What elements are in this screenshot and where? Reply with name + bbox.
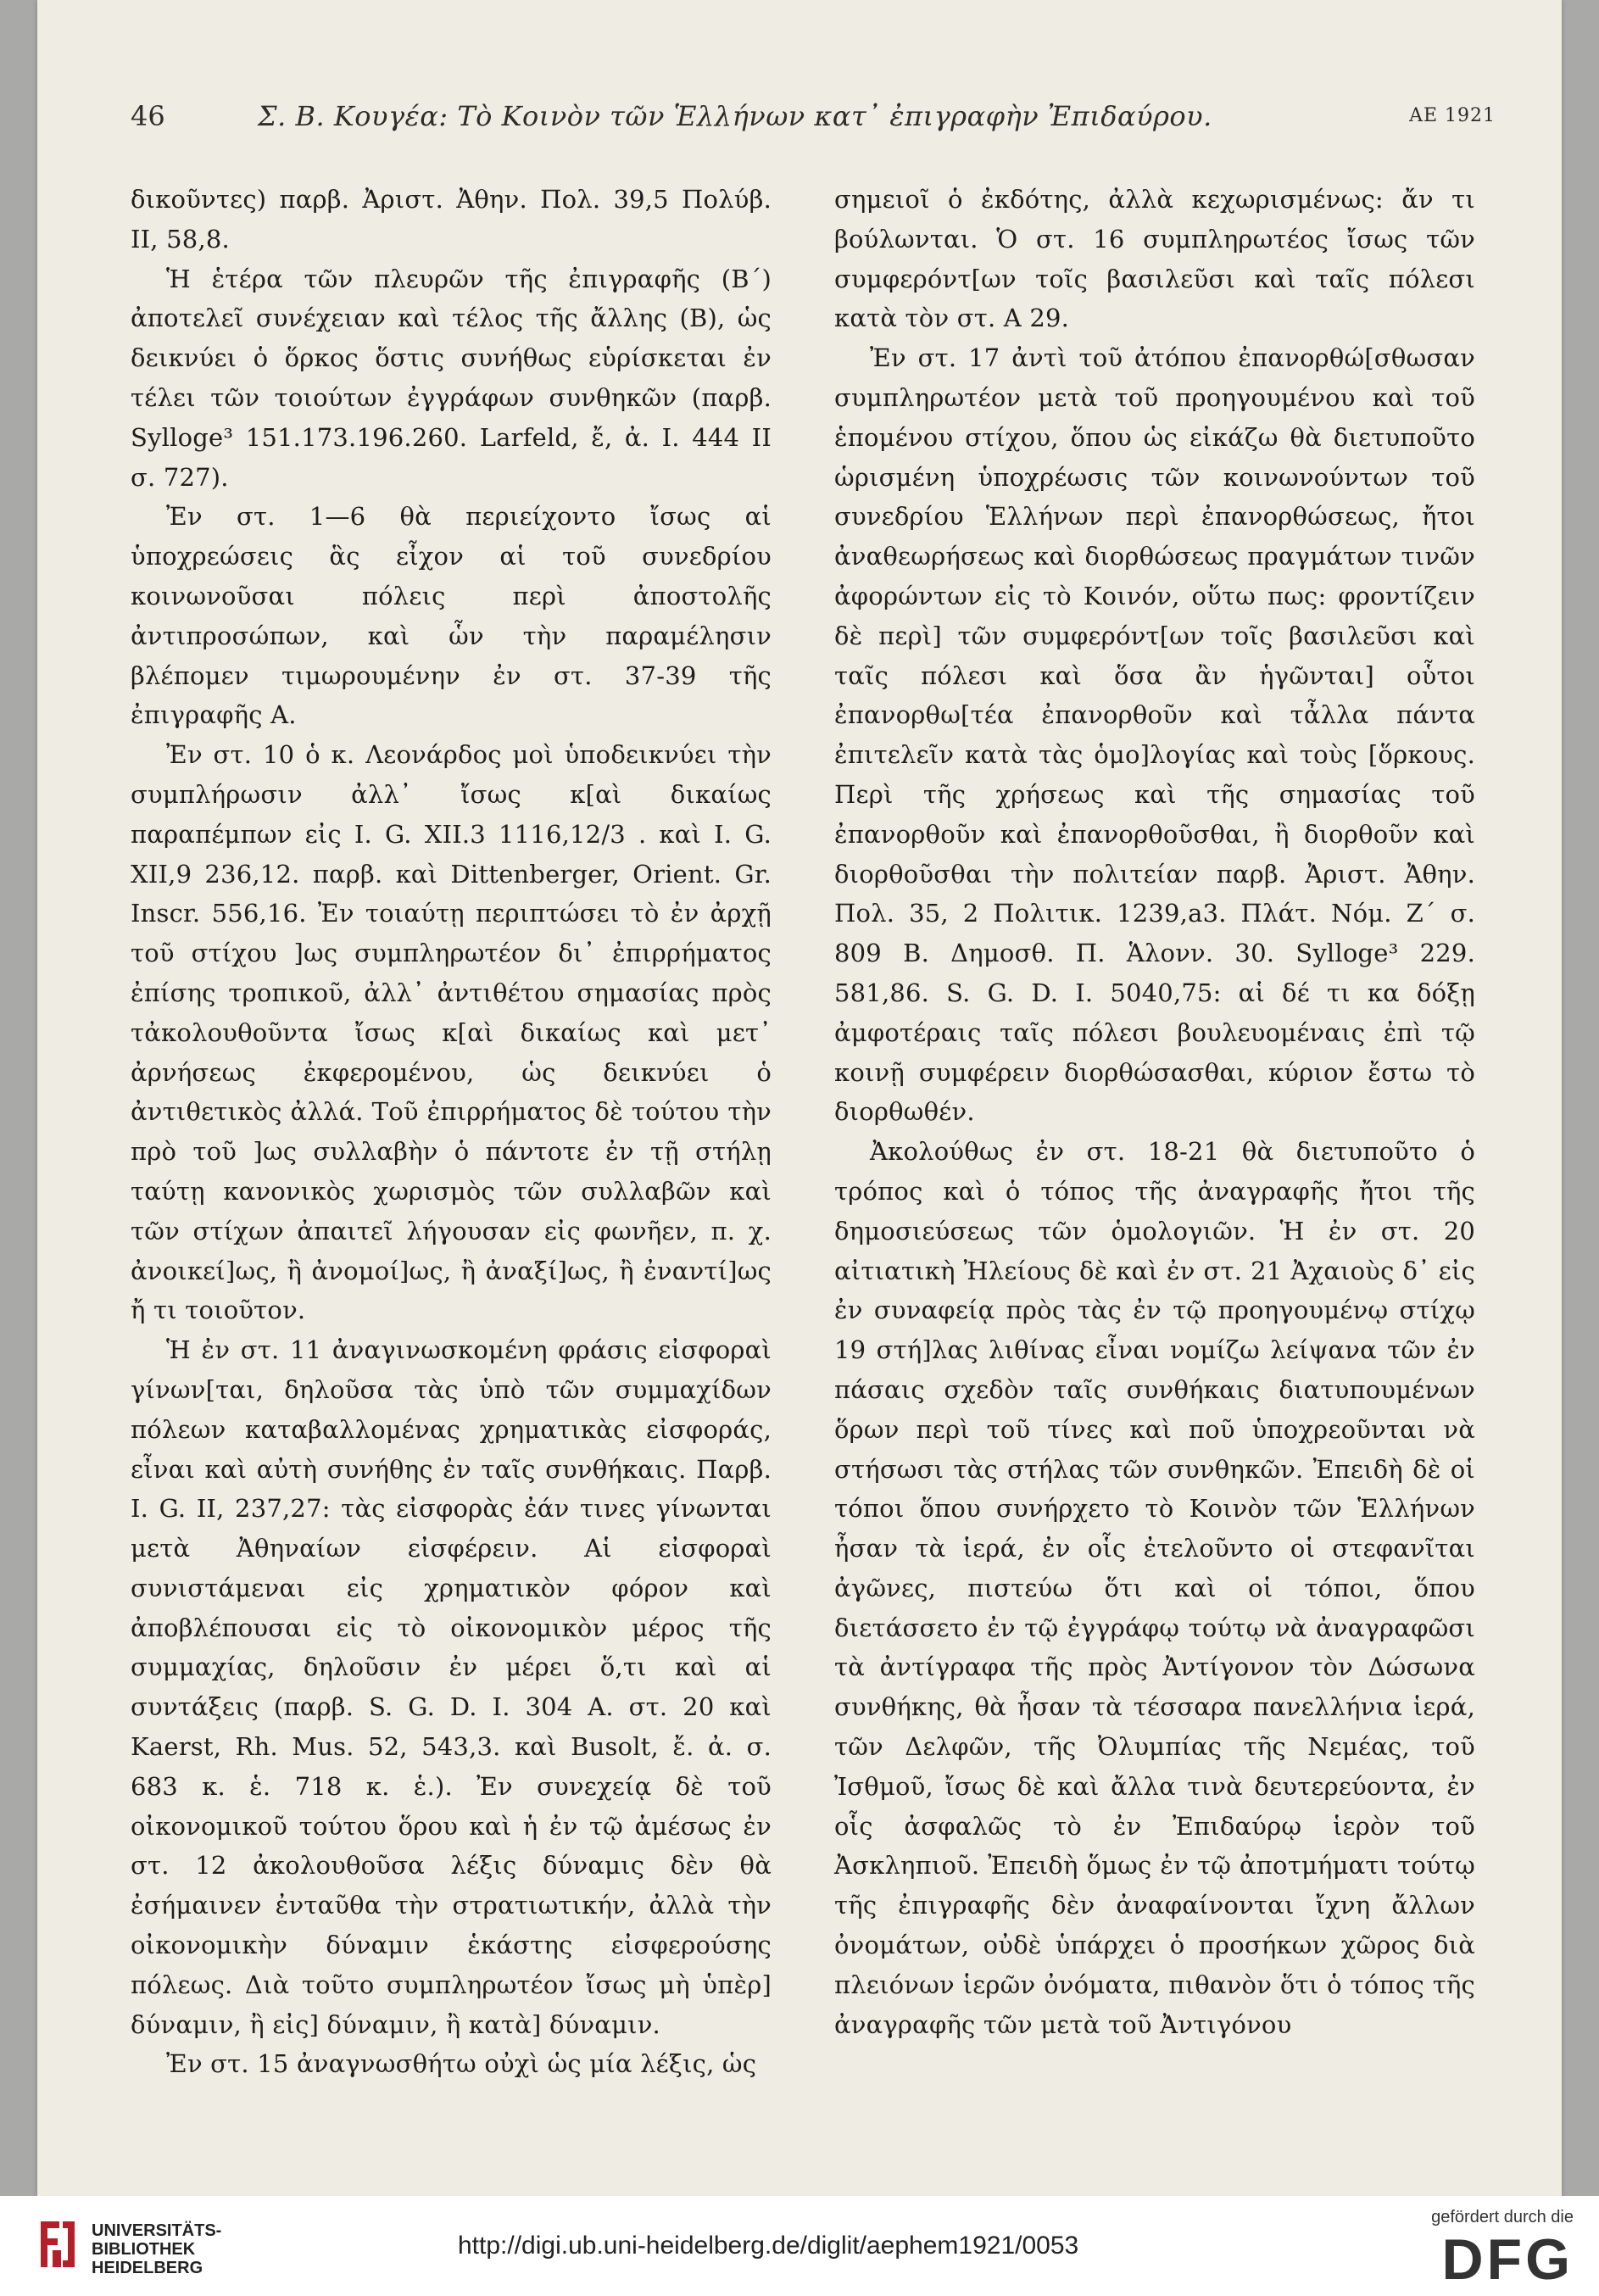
institution-name xyxy=(92,2221,221,2277)
dfg-logo: DFG xyxy=(1441,2227,1574,2292)
paragraph: Ἐν στ. 1—6 θὰ περιείχοντο ἴσως αἱ ὑποχρεώσεις ἃς εἶχον αἱ τοῦ συνεδρίου κοινωνοῦσαι πόλεις περὶ ἀποστολῆς ἀντιπροσώπων, καὶ ὧν τὴν παραμέλησιν βλέπομεν τιμωρουμένην ἐν στ. 37-39 τῆς ἐπιγραφῆς Α. xyxy=(131,502,772,730)
university-library-logo-icon xyxy=(34,2216,81,2272)
institution-line: UNIVERSITÄTS- xyxy=(92,2221,222,2240)
paragraph: Ἐν στ. 15 ἀναγνωσθήτω οὐχὶ ὡς μία λέξις, ὡς xyxy=(166,2049,757,2079)
digitization-footer xyxy=(0,2196,1599,2296)
right-column xyxy=(834,180,1475,2044)
running-header xyxy=(131,100,1496,146)
left-column xyxy=(131,180,772,2084)
paragraph: Ἀκολούθως ἐν στ. 18-21 θὰ διετυποῦτο ὁ τρόπος καὶ ὁ τόπος τῆς ἀναγραφῆς ἤτοι τῆς δημοσιεύσεως τῶν ὁμολογιῶν. Ἡ ἐν στ. 20 αἰτιατικὴ Ἠλείους δὲ καὶ ἐν στ. 21 Ἀχαιοὺς δ᾽ εἰς ἐν συναφείᾳ πρὸς τὰς ἐν τῷ προηγουμένῳ στίχῳ 19 στή]λας λιθίνας εἶναι νομίζω λείψανα τῶν ἐν πάσαις σχεδὸν ταῖς συνθήκαις διατυπουμένων ὅρων περὶ τοῦ τίνες καὶ ποῦ ὑποχρεοῦνται νὰ στήσωσι τὰς στήλας τῶν συνθηκῶν. Ἐπειδὴ δὲ οἱ τόποι ὅπου συνήρχετο τὸ Κοινὸν τῶν Ἑλλήνων ἦσαν τὰ ἱερά, ἐν οἷς ἐτελοῦντο οἱ στεφανῖται ἀγῶνες, πιστεύω ὅτι καὶ οἱ τόποι, ὅπου διετάσσετο ἐν τῷ ἐγγράφῳ τούτῳ νὰ ἀναγραφῶσι τὰ ἀντίγραφα τῆς πρὸς Ἀντίγονον τὸν Δώσωνα συνθήκης, θὰ ἦσαν τὰ τέσσαρα πανελλήνια ἱερά, τῶν Δελφῶν, τῆς Ὀλυμπίας τῆς Νεμέας, τοῦ Ἰσθμοῦ, ἴσως δὲ καὶ ἄλλα τινὰ δευτερεύοντα, ἐν οἷς ἀσφαλῶς τὸ ἐν Ἐπιδαύρῳ ἱερὸν τοῦ Ἀσκληπιοῦ. Ἐπειδὴ ὅμως ἐν τῷ ἀποτμήματι τούτῳ τῆς ἐπιγραφῆς δὲν ἀναφαίνονται ἴχνη ἄλλων ὀνομάτων, οὐδὲ ὑπάρχει ὁ προσήκων χῶρος διὰ πλειόνων ἱερῶν ὀνόματα, πιθανὸν ὅτι ὁ τόπος τῆς ἀναγραφῆς τῶν μετὰ τοῦ Ἀντιγόνου xyxy=(834,1137,1475,2039)
paragraph: Ἐν στ. 17 ἀντὶ τοῦ ἀτόπου ἐπανορθώ[σθωσαν συμπληρωτέον μετὰ τοῦ προηγουμένου καὶ τοῦ ἑπομένου στίχου, ὅπου ὡς εἰκάζω θὰ διετυποῦτο ὡρισμένη ὑποχρέωσις τῶν κοινωνούντων τοῦ συνεδρίου Ἑλλήνων περὶ ἐπανορθώσεως, ἤτοι ἀναθεωρήσεως καὶ διορθώσεως πραγμάτων τινῶν ἀφορώντων εἰς τὸ Κοινόν, οὕτω πως: φροντίζειν δὲ περὶ] τῶν συμφερόντ[ων τοῖς βασιλεῦσι καὶ ταῖς πόλεσι καὶ ὅσα ἂν ἡγῶνται] οὗτοι ἐπανορθω[τέα ἐπανορθοῦν καὶ τἆλλα πάντα ἐπιτελεῖν κατὰ τὰς ὁμο]λογίας καὶ τοὺς [ὅρκους. Περὶ τῆς χρήσεως καὶ τῆς σημασίας τοῦ ἐπανορθοῦν καὶ ἐπανορθοῦσθαι, ἢ διορθοῦν καὶ διορθοῦσθαι τὴν πολιτείαν παρβ. Ἀριστ. Ἀθην. Πολ. 35, 2 Πολιτικ. 1239,a3. Πλάτ. Νόμ. Ζ´ σ. 809 Β. Δημοσθ. Π. Ἁλονν. 30. Sylloge³ 229. 581,86. S. G. D. I. 5040,75: αἱ δέ τι κα δόξῃ ἀμφοτέραις ταῖς πόλεσι βουλευομέναις ἐπὶ τῷ κοινῇ συμφέρειν διορθώσασθαι, κύριον ἔστω τὸ διορθωθέν. xyxy=(834,343,1475,1127)
institution-line: HEIDELBERG xyxy=(92,2259,203,2277)
paragraph: δικοῦντες) παρβ. Ἀριστ. Ἀθην. Πολ. 39,5 Πολύβ. II, 58,8. xyxy=(131,185,772,254)
paragraph: Ἐν στ. 10 ὁ κ. Λεονάρδος μοὶ ὑποδεικνύει τὴν συμπλήρωσιν ἀλλ᾽ ἴσως κ[αὶ δικαίως παραπέμπων εἰς I. G. XII.3 1116,12/3 . καὶ I. G. XII,9 236,12. παρβ. καὶ Dittenberger, Orient. Gr. Inscr. 556,16. Ἐν τοιαύτῃ περιπτώσει τὸ ἐν ἀρχῇ τοῦ στίχου ]ως συμπληρωτέον δι᾽ ἐπιρρήματος ἐπίσης τροπικοῦ, ἀλλ᾽ ἀντιθέτου σημασίας πρὸς τἀκολουθοῦντα ἴσως κ[αὶ δικαίως καὶ μετ᾽ ἀρνήσεως ἐκφερομένου, ὡς δεικνύει ὁ ἀντιθετικὸς ἀλλά. Τοῦ ἐπιρρήματος δὲ τούτου τὴν πρὸ τοῦ ]ως συλλαβὴν ὁ πάντοτε ἐν τῇ στήλῃ ταύτῃ κανονικὸς χωρισμὸς τῶν συλλαβῶν καὶ τῶν στίχων ἀπαιτεῖ λήγουσαν εἰς φωνῆεν, π. χ. ἀνοικεί]ως, ἢ ἀνομοί]ως, ἢ ἀναξί]ως, ἢ ἐναντί]ως ἤ τι τοιοῦτον. xyxy=(131,740,772,1325)
paragraph: σημειοῖ ὁ ἐκδότης, ἀλλὰ κεχωρισμένως: ἄν τι βούλωνται. Ὁ στ. 16 συμπληρωτέος ἴσως τῶν συμφερόντ[ων τοῖς βασιλεῦσι καὶ ταῖς πόλεσι κατὰ τὸν στ. Α 29. xyxy=(834,185,1475,333)
paragraph: Ἡ ἑτέρα τῶν πλευρῶν τῆς ἐπιγραφῆς (Β´) ἀποτελεῖ συνέχειαν καὶ τέλος τῆς ἄλλης (Β), ὡς δεικνύει ὁ ὅρκος ὅστις συνήθως εὑρίσκεται ἐν τέλει τῶν τοιούτων ἐγγράφων συνθηκῶν (παρβ. Sylloge³ 151.173.196.260. Larfeld, ἔ, ἀ. Ι. 444 II σ. 727). xyxy=(131,264,772,492)
funding-note: gefördert durch die xyxy=(1431,2208,1574,2226)
institution-line: BIBLIOTHEK xyxy=(92,2240,196,2259)
page-number: 46 xyxy=(131,100,165,132)
journal-tag: ΑΕ 1921 xyxy=(1409,105,1496,126)
permalink-url[interactable]: http://digi.ub.uni-heidelberg.de/diglit/aephem1921/0053 xyxy=(458,2232,1079,2260)
paragraph: Ἡ ἐν στ. 11 ἀναγινωσκομένη φράσις εἰσφοραὶ γίνων[ται, δηλοῦσα τὰς ὑπὸ τῶν συμμαχίδων πόλεων καταβαλλομένας χρηματικὰς εἰσφοράς, εἶναι καὶ αὐτὴ συνήθης ἐν ταῖς συνθήκαις. Παρβ. I. G. II, 237,27: τὰς εἰσφορὰς ἐάν τινες γίνωνται μετὰ Ἀθηναίων εἰσφέρειν. Αἱ εἰσφοραὶ συνιστάμεναι εἰς χρηματικὸν φόρον καὶ ἀποβλέπουσαι εἰς τὸ οἰκονομικὸν μέρος τῆς συμμαχίας, δηλοῦσιν ἐν μέρει ὅ,τι καὶ αἱ συντάξεις (παρβ. S. G. D. I. 304 A. στ. 20 καὶ Kaerst, Rh. Mus. 52, 543,3. καὶ Busolt, ἔ. ἀ. σ. 683 κ. ἑ. 718 κ. ἑ.). Ἐν συνεχείᾳ δὲ τοῦ οἰκονομικοῦ τούτου ὅρου καὶ ἡ ἐν τῷ ἀμέσως ἐν στ. 12 ἀκολουθοῦσα λέξις δύναμις δὲν θὰ ἐσήμαινεν ἐνταῦθα τὴν στρατιωτικήν, ἀλλὰ τὴν οἰκονομικὴν δύναμιν ἑκάστης εἰσφερούσης πόλεως. Διὰ τοῦτο συμπληρωτέον ἴσως μὴ ὑπὲρ] δύναμιν, ἢ εἰς] δύναμιν, ἢ κατὰ] δύναμιν. xyxy=(131,1335,772,2039)
running-title: Σ. Β. Κουγέα: Τὸ Κοινὸν τῶν Ἑλλήνων κατ᾽ ἐπιγραφὴν Ἐπιδαύρου. xyxy=(258,100,1212,132)
scanned-page xyxy=(37,0,1562,2196)
